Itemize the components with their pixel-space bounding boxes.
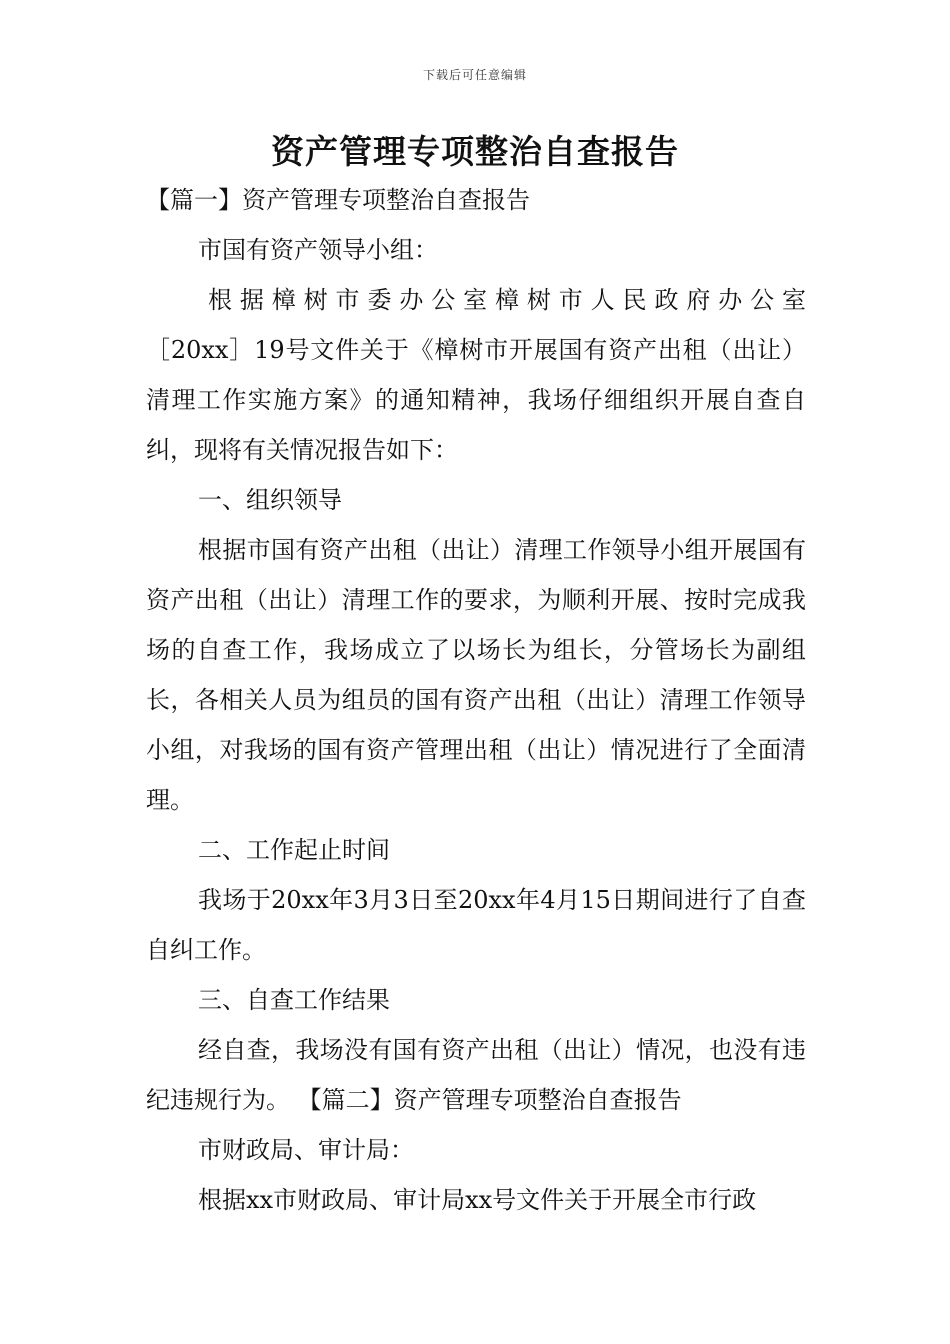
paragraph-organization: 根据市国有资产出租（出让）清理工作领导小组开展国有资产出租（出让）清理工作的要求，为顺利开展、按时完成我场的自查工作，我场成立了以场长为组长，分管场长为副组长，各相关人员为组员的国有资产出租（出让）清理工作领导小组，对我场的国有资产管理出租（出让）情况进行了全面清理。: [146, 536, 806, 814]
paragraph-part-two-basis: 根据xx市财政局、审计局xx号文件关于开展全市行政: [198, 1186, 757, 1214]
document-body: [146, 175, 806, 1225]
section-heading-organization: 一、组织领导: [198, 486, 342, 514]
section-heading-results: 三、自查工作结果: [198, 986, 390, 1014]
header-note: 下载后可任意编辑: [422, 68, 527, 82]
addressee-line: 市国有资产领导小组：: [198, 236, 438, 264]
addressee-line-part-two: 市财政局、审计局：: [198, 1136, 414, 1164]
section-heading-part-one: 【篇一】资产管理专项整治自查报告: [146, 186, 530, 214]
section-heading-period: 二、工作起止时间: [198, 836, 390, 864]
paragraph-period: 我场于20xx年3月3日至20xx年4月15日期间进行了自查自纠工作。: [146, 886, 806, 964]
paragraph-basis-continued: ［20xx］19号文件关于《樟树市开展国有资产出租（出让）清理工作实施方案》的通知精神，我场仔细组织开展自查自纠，现将有关情况报告如下：: [146, 336, 806, 464]
paragraph-results: 经自查，我场没有国有资产出租（出让）情况，也没有违纪违规行为。 【篇二】资产管理专项整治自查报告: [146, 1036, 806, 1114]
paragraph-basis-line: 根据樟树市委办公室樟树市人民政府办公室: [208, 286, 806, 314]
document-title: 资产管理专项整治自查报告: [271, 132, 679, 171]
